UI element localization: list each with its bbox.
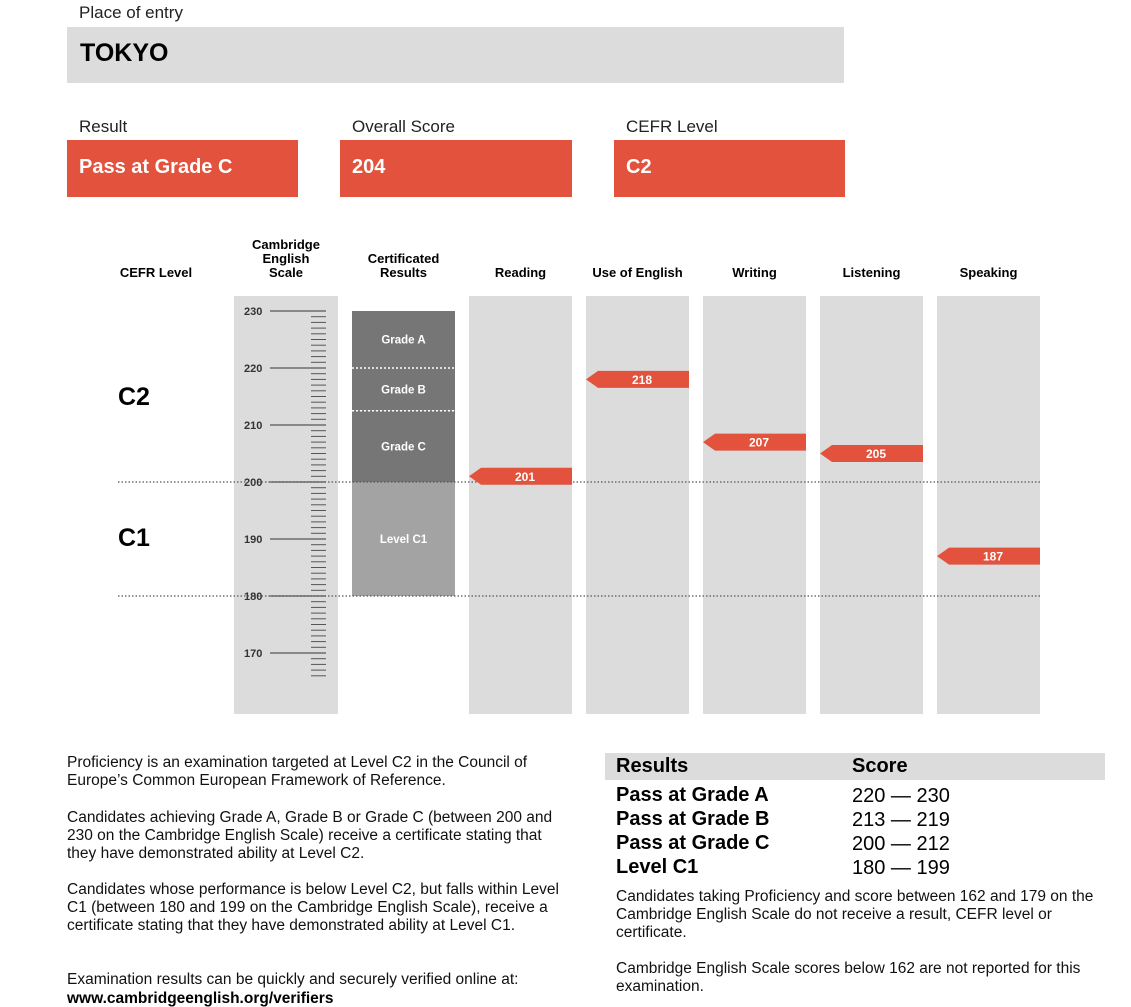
header-listening: Listening [842,265,901,280]
cert-label-level-c1: Level C1 [379,534,428,546]
scale-tick-label: 190 [244,534,263,546]
results-header: Results [616,755,689,777]
cefr-level-value: C2 [614,140,845,197]
scale-tick-label: 180 [244,591,263,603]
score-value-reading: 201 [514,469,536,484]
score-row-grade-b: 213 — 219 [852,809,950,831]
header-writing: Writing [732,265,777,280]
skill-panel-listening [820,296,923,714]
cefr-level-c1: C1 [118,524,150,552]
score-row-level-c1: 180 — 199 [852,857,950,879]
result-row-grade-b: Pass at Grade B [616,808,770,830]
score-value-use-of-english: 218 [631,372,653,387]
score-header: Score [852,755,908,777]
header-certificated-results: Certificated Results [367,251,440,280]
description-p2: Candidates achieving Grade A, Grade B or Grade C (between 200 and 230 on the Cambridge English Scale) receive a certificate stating that they have demonstrated ability at Level C2. [67,809,553,862]
scale-tick-label: 220 [244,363,263,375]
description-p3: Candidates whose performance is below Level C2, but falls within Level C1 (between 180 and 199 on the Cambridge English Scale), receive a certificate stating that they have demonstrated ability at Level C1. [67,881,559,934]
cefr-level-c2: C2 [118,383,150,411]
overall-score-value: 204 [340,140,572,197]
skill-panel-reading [469,296,572,714]
header-use-of-english: Use of English [592,265,683,280]
score-row-grade-a: 220 — 230 [852,785,950,807]
score-value-listening: 205 [865,447,887,461]
overall-score-label: Overall Score [352,117,455,136]
scale-tick-label: 210 [244,420,263,432]
result-value: Pass at Grade C [67,140,298,197]
results-note-2: Cambridge English Scale scores below 162 are not reported for this examination. [616,960,1081,995]
result-label: Result [79,117,128,136]
result-row-grade-c: Pass at Grade C [616,832,770,854]
score-value-writing: 207 [748,435,770,450]
place-of-entry-value: TOKYO [80,39,169,67]
cert-label-grade-b: Grade B [381,384,426,397]
description-p4: Examination results can be quickly and securely verified online at: [67,971,519,988]
scale-tick-label: 170 [244,648,263,660]
results-table-header [605,753,1105,780]
scale-tick-label: 230 [244,306,263,318]
header-speaking: Speaking [959,265,1018,280]
results-note-1: Candidates taking Proficiency and score between 162 and 179 on the Cambridge English Scale do not receive a result, CEFR level or certificate. [616,888,1094,941]
skill-panel-speaking [937,296,1040,714]
skill-panel-writing [703,296,806,714]
score-row-grade-c: 200 — 212 [852,833,950,855]
cefr-level-label: CEFR Level [626,117,718,136]
header-cefr-level: CEFR Level [119,265,193,280]
header-reading: Reading [494,265,547,280]
header-cambridge-scale: Cambridge English Scale [252,237,320,280]
skill-panel-use-of-english [586,296,689,714]
score-value-speaking: 187 [982,549,1004,564]
scale-tick-label: 200 [244,477,263,489]
verifiers-link[interactable]: www.cambridgeenglish.org/verifiers [67,990,334,1007]
cert-label-grade-c: Grade C [381,441,426,454]
place-of-entry-label: Place of entry [79,3,183,22]
cert-label-grade-a: Grade A [381,334,426,347]
description-p1: Proficiency is an examination targeted at Level C2 in the Council of Europe’s Common European Framework of Reference. [67,754,528,789]
result-row-level-c1: Level C1 [616,856,699,878]
result-row-grade-a: Pass at Grade A [616,784,769,806]
